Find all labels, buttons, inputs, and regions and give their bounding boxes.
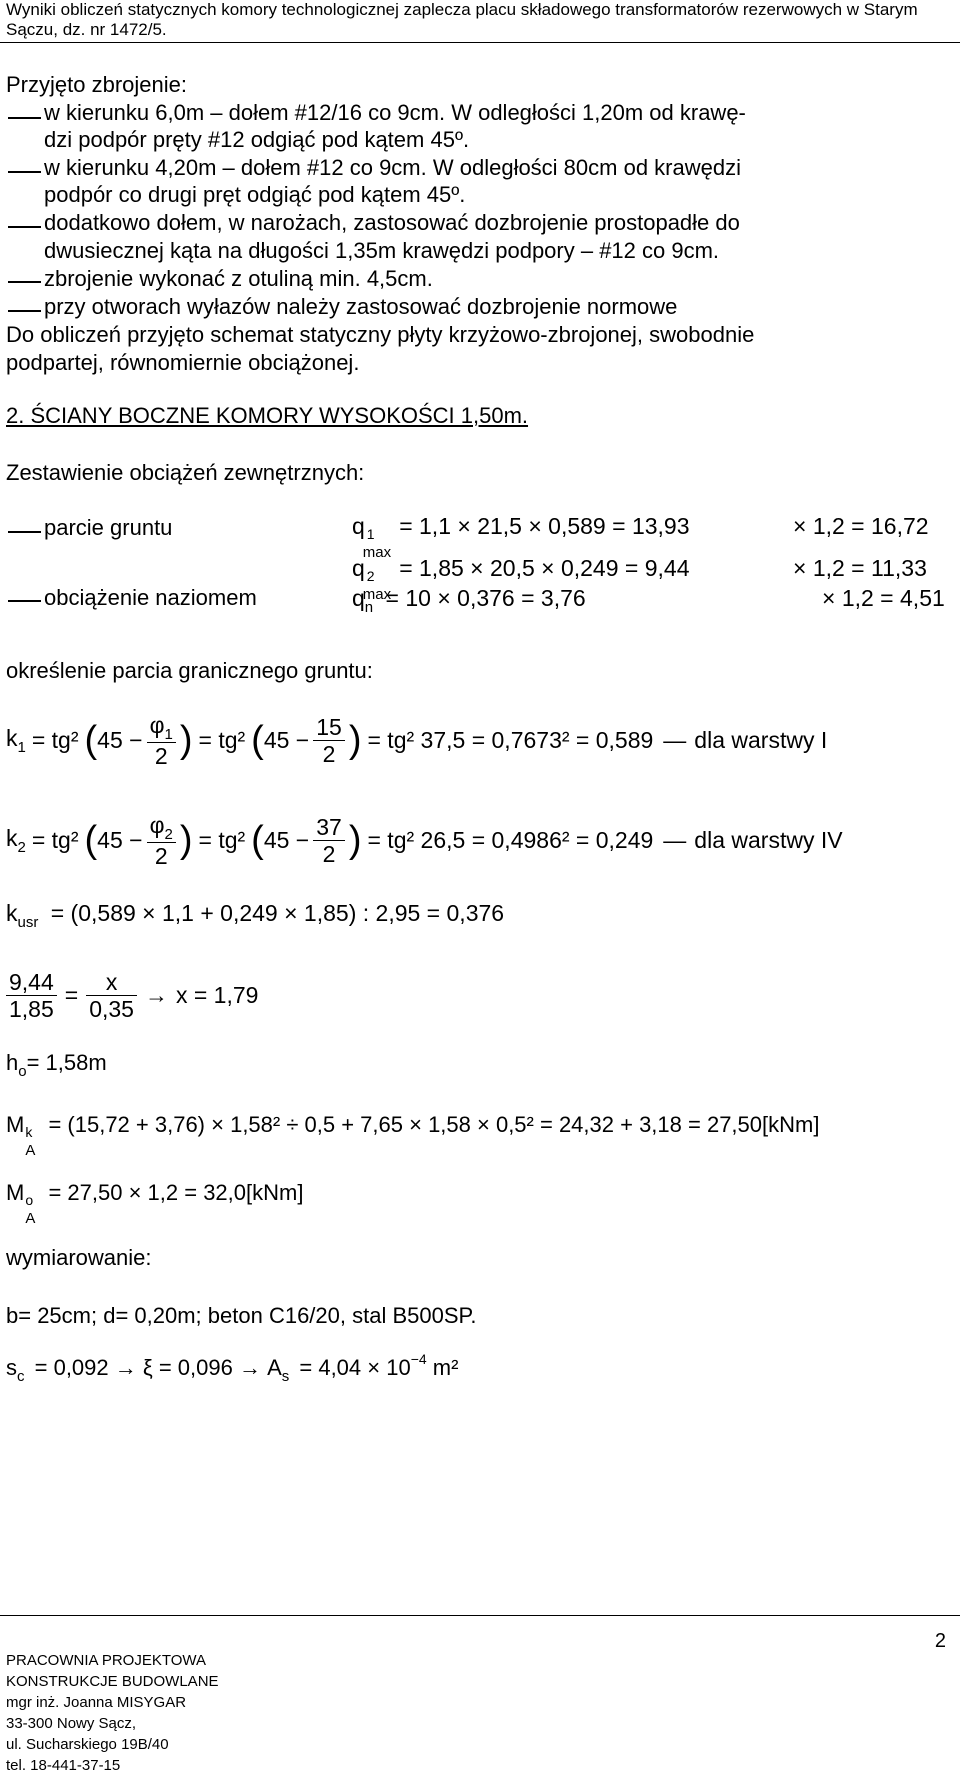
- list-item-line: w kierunku 4,20m – dołem #12 co 9cm. W odległości 80cm od krawędzi: [44, 155, 741, 180]
- scheme-note: podpartej, równomiernie obciążonej.: [6, 350, 360, 375]
- reinforcement-heading: Przyjęto zbrojenie:: [6, 72, 187, 97]
- footer-divider: [0, 1615, 960, 1616]
- bullet-dash: [8, 281, 41, 283]
- footer-line: PRACOWNIA PROJEKTOWA: [6, 1652, 207, 1669]
- list-item-line: dzi podpór pręty #12 odgiąć pod kątem 45º.: [44, 127, 470, 152]
- section-title: 2. ŚCIANY BOCZNE KOMORY WYSOKOŚCI 1,50m.: [6, 403, 529, 428]
- k1-formula: $k_1$ = tg² ( 45 − $\frac{\varphi_1}{2}$ ) = tg² ( 45 − $\frac{15}{2}$ ) = tg² 37,5 = 0,7673² = 0,589 — dla warstwy I: [6, 711, 828, 769]
- kusr-formula: $k_{usr} = (0,589 \times 1,1 + 0,249 \times 1,85)$ : 2,95 = 0,376: [6, 900, 505, 931]
- list-item-line: w kierunku 6,0m – dołem #12/16 co 9cm. W odległości 1,20m od krawę-: [44, 100, 746, 125]
- design-params: b= 25cm; d= 0,20m; beton C16/20, stal B500SP.: [6, 1303, 477, 1328]
- bullet-dash: [8, 117, 41, 119]
- k2-formula: $k_2$ = tg² ( 45 − $\frac{\varphi_2}{2}$ ) = tg² ( 45 − $\frac{37}{2}$ ) = tg² 26,5 = 0,4986² = 0,249 — dla warstwy IV: [6, 811, 843, 869]
- list-item-line: dwusiecznej kąta na długości 1,35m krawędzi podpory – #12 co 9cm.: [44, 238, 720, 263]
- list-item-line: podpór co drugi pręt odgiąć pod kątem 45º.: [44, 182, 466, 207]
- sc-formula: $s_c = 0,092 \to \xi = 0,096 \to A_s = 4,04 \times 10^{-4}$ m²: [6, 1351, 459, 1385]
- list-item-line: przy otworach wyłazów należy zastosować dozbrojenie normowe: [44, 294, 678, 319]
- limit-heading: określenie parcia granicznego gruntu:: [6, 658, 373, 683]
- list-item-line: zbrojenie wykonać z otuliną min. 4,5cm.: [44, 266, 433, 291]
- footer-line: mgr inż. Joanna MISYGAR: [6, 1694, 187, 1711]
- bullet-dash: [8, 310, 41, 312]
- load-label: obciążenie naziomem: [44, 585, 257, 610]
- mk-formula: M k A = (15,72 + 3,76) × 1,58² ÷ 0,5 + 7,65 × 1,58 × 0,5² = 24,32 + 3,18 = 27,50[kNm]: [6, 1112, 820, 1159]
- mo-formula: M o A = 27,50 × 1,2 = 32,0[kNm]: [6, 1180, 304, 1227]
- q2-factor: × 1,2 = 11,33: [793, 555, 927, 581]
- footer-line: tel. 18-441-37-15: [6, 1757, 121, 1774]
- bullet-dash: [8, 600, 41, 602]
- h0-line: $h_o= 1,58m$: [6, 1050, 107, 1080]
- header-divider: [0, 42, 960, 43]
- qn-formula: $q_n = 10 \times 0,376 = 3,76$: [352, 585, 586, 616]
- design-heading: wymiarowanie:: [6, 1245, 152, 1270]
- bullet-dash: [8, 226, 41, 228]
- footer-line: KONSTRUKCJE BUDOWLANE: [6, 1673, 219, 1690]
- scheme-note: Do obliczeń przyjęto schemat statyczny płyty krzyżowo-zbrojonej, swobodnie: [6, 322, 755, 347]
- list-item-line: dodatkowo dołem, w narożach, zastosować dozbrojenie prostopadłe do: [44, 210, 740, 235]
- document-header: Wyniki obliczeń statycznych komory technologicznej zaplecza placu składowego transformatorów rezerwowych w Starym Sączu, dz. nr 1472/5.: [6, 0, 918, 39]
- q1-formula: q 1 max = 1,1 × 21,5 × 0,589 = 13,93: [352, 513, 690, 561]
- load-label: parcie gruntu: [44, 515, 173, 540]
- q2-formula: q 2 max = 1,85 × 20,5 × 0,249 = 9,44: [352, 555, 690, 603]
- footer-line: 33-300 Nowy Sącz,: [6, 1715, 137, 1732]
- page-number: 2: [934, 1630, 946, 1652]
- footer-line: ul. Sucharskiego 19B/40: [6, 1736, 169, 1753]
- bullet-dash: [8, 531, 41, 533]
- bullet-dash: [8, 171, 41, 173]
- loads-heading: Zestawienie obciążeń zewnętrznych:: [6, 460, 365, 485]
- q1-factor: × 1,2 = 16,72: [793, 513, 929, 539]
- qn-factor: × 1,2 = 4,51: [822, 585, 945, 611]
- proportion-formula: $\frac{9,44}{1,85}$ = $\frac{x}{0,35}$ → x = 1,79: [6, 960, 258, 1030]
